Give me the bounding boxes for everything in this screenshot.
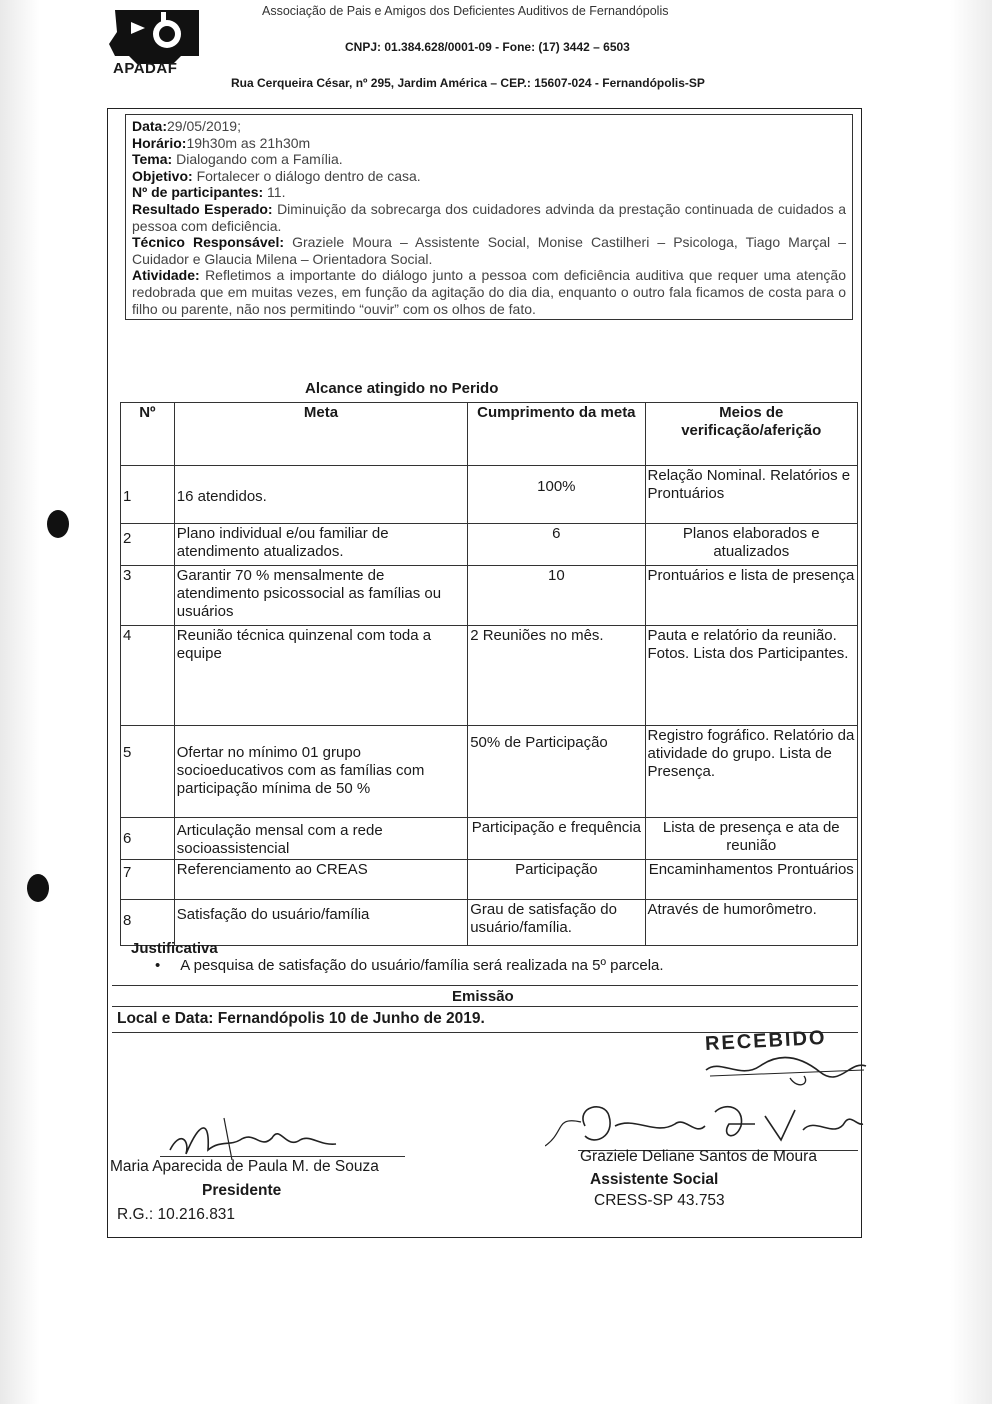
punch-hole-bottom bbox=[27, 874, 49, 902]
signature-right bbox=[545, 1096, 865, 1154]
cell-meios: Pauta e relatório da reunião. Fotos. Lista dos Participantes. bbox=[645, 626, 857, 726]
cell-n: 4 bbox=[121, 626, 175, 726]
cell-meta: Reunião técnica quinzenal com toda a equipe bbox=[174, 626, 467, 726]
objetivo-label: Objetivo: bbox=[132, 167, 193, 184]
cell-meios: Prontuários e lista de presença bbox=[645, 566, 857, 626]
table-row bbox=[121, 524, 858, 566]
atividade-value: Refletimos a importante do diálogo junto a pessoa com deficiência auditiva que requer uma atenção redobrada que em muitas vezes, em função da agitação do dia dia, enquanto o outro fala ficamos de costa para o filho ou parente, não nos permitindo “ouvir” com os olhos de fato. bbox=[132, 267, 847, 317]
horario-value: 19h30m as 21h30m bbox=[186, 134, 311, 151]
table-row bbox=[121, 860, 858, 900]
cell-cumprimento: Participação bbox=[468, 860, 645, 900]
col-header-cumprimento: Cumprimento da meta bbox=[468, 403, 645, 466]
header-address: Rua Cerqueira César, nº 295, Jardim América – CEP.: 15607-024 - Fernandópolis-SP bbox=[231, 76, 705, 90]
right-signer-reg: CRESS-SP 43.753 bbox=[594, 1192, 725, 1209]
signature-line-left bbox=[160, 1156, 405, 1157]
cell-n: 3 bbox=[121, 566, 175, 626]
tecnico-label: Técnico Responsável: bbox=[132, 234, 284, 251]
cell-cumprimento: Participação e frequência bbox=[468, 818, 645, 860]
cell-meta: Referenciamento ao CREAS bbox=[174, 860, 467, 900]
participantes-value: 11. bbox=[267, 184, 286, 201]
table-row bbox=[121, 626, 858, 726]
cell-n: 2 bbox=[121, 524, 175, 566]
cell-meios: Planos elaborados e atualizados bbox=[645, 524, 857, 566]
table-row bbox=[121, 900, 858, 946]
cell-cumprimento: 100% bbox=[468, 466, 645, 524]
divider-emissao bbox=[112, 985, 858, 986]
cell-meios: Relação Nominal. Relatórios e Prontuários bbox=[645, 466, 857, 524]
cell-meios: Registro fográfico. Relatório da atividade do grupo. Lista de Presença. bbox=[645, 726, 857, 818]
atividade-label: Atividade: bbox=[132, 267, 200, 284]
col-header-meios: Meios de verificação/aferição bbox=[645, 403, 857, 466]
col-header-meta: Meta bbox=[174, 403, 467, 466]
data-label: Data: bbox=[132, 118, 168, 134]
cell-meios: Lista de presença e ata de reunião bbox=[645, 818, 857, 860]
table-row bbox=[121, 566, 858, 626]
right-role-text: Assistente Social bbox=[590, 1171, 719, 1188]
tema-value: Dialogando com a Família. bbox=[176, 151, 343, 168]
cell-meios: Através de humorômetro. bbox=[645, 900, 857, 946]
cell-meta: Ofertar no mínimo 01 grupo socioeducativos com as famílias com participação mínima de 50 % bbox=[174, 726, 467, 818]
resultado-label: Resultado Esperado: bbox=[132, 200, 273, 217]
alcance-title: Alcance atingido no Perido bbox=[305, 380, 499, 397]
right-signer-name: Graziele Deliane Santos de Moura bbox=[580, 1148, 817, 1165]
horario-label: Horário: bbox=[132, 134, 187, 151]
resultado-value: Diminuição da sobrecarga dos cuidadores advinda da prestação continuada de cuidados a pessoa com deficiência. bbox=[132, 200, 846, 234]
table-row bbox=[121, 818, 858, 860]
cell-n: 8 bbox=[121, 900, 175, 946]
cell-meta: Garantir 70 % mensalmente de atendimento psicossocial as famílias ou usuários bbox=[174, 566, 467, 626]
emissao-title: Emissão bbox=[452, 988, 514, 1005]
left-signer-rg: R.G.: 10.216.831 bbox=[117, 1206, 236, 1223]
col-header-n: Nº bbox=[121, 403, 175, 466]
goals-table bbox=[120, 402, 858, 946]
justificativa-item: • A pesquisa de satisfação do usuário/família será realizada na 5º parcela. bbox=[155, 957, 664, 974]
cell-n: 6 bbox=[121, 818, 175, 860]
cell-cumprimento: Grau de satisfação do usuário/família. bbox=[468, 900, 645, 946]
left-signer-name: Maria Aparecida de Paula M. de Souza bbox=[110, 1158, 379, 1175]
right-signer-role bbox=[590, 1171, 718, 1189]
table-row bbox=[121, 466, 858, 524]
justificativa-title: Justificativa bbox=[131, 940, 218, 957]
cell-meios: Encaminhamentos Prontuários bbox=[645, 860, 857, 900]
cell-cumprimento: 6 bbox=[468, 524, 645, 566]
cell-n: 7 bbox=[121, 860, 175, 900]
cell-meta: Plano individual e/ou familiar de atendimento atualizados. bbox=[174, 524, 467, 566]
cell-n: 5 bbox=[121, 726, 175, 818]
local-data: Local e Data: Fernandópolis 10 de Junho de 2019. bbox=[117, 1010, 485, 1027]
header-cnpj-phone: CNPJ: 01.384.628/0001-09 - Fone: (17) 3442 – 6503 bbox=[345, 40, 630, 54]
table-row bbox=[121, 726, 858, 818]
tema-label: Tema: bbox=[132, 151, 173, 168]
received-stamp: RECEBIDO bbox=[704, 1026, 828, 1056]
cell-meta: 16 atendidos. bbox=[174, 466, 467, 524]
cell-meta: Satisfação do usuário/família bbox=[174, 900, 467, 946]
activity-info bbox=[125, 114, 853, 320]
logo-text: APADAF bbox=[113, 60, 178, 77]
left-signer-role bbox=[202, 1182, 281, 1200]
tecnico-value: Graziele Moura – Assistente Social, Monise Castilheri – Psicologa, Tiago Marçal – Cuidador e Glaucia Milena – Orientadora Social. bbox=[132, 234, 847, 267]
participantes-label: Nº de participantes: bbox=[132, 184, 264, 201]
cell-n: 1 bbox=[121, 466, 175, 524]
left-role-text: Presidente bbox=[202, 1182, 282, 1199]
cell-cumprimento: 10 bbox=[468, 566, 645, 626]
objetivo-value: Fortalecer o diálogo dentro de casa. bbox=[196, 167, 421, 184]
cell-meta: Articulação mensal com a rede socioassistencial bbox=[174, 818, 467, 860]
header-association-name: Associação de Pais e Amigos dos Deficientes Auditivos de Fernandópolis bbox=[262, 4, 669, 18]
divider-local bbox=[112, 1006, 858, 1007]
stamp-handwritten-date bbox=[700, 1050, 870, 1095]
cell-cumprimento: 2 Reuniões no mês. bbox=[468, 626, 645, 726]
data-value: 29/05/2019; bbox=[167, 118, 241, 134]
cell-cumprimento: 50% de Participação bbox=[468, 726, 645, 818]
punch-hole-top bbox=[47, 510, 69, 538]
